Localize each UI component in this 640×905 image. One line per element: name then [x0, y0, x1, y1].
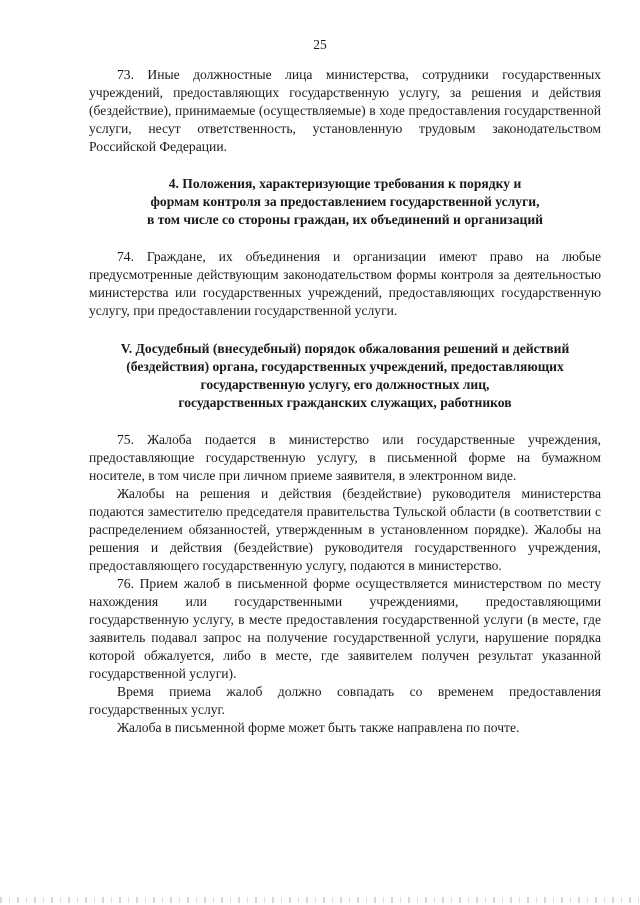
paragraph-75a: 75. Жалоба подается в министерство или государственные учреждения, предоставляющие государственную услугу, в письменной форме на бумажном носителе, в том числе при личном приеме заявителя, в электронном виде. — [89, 432, 601, 483]
page-number: 25 — [313, 37, 327, 52]
section-5-heading — [89, 340, 601, 412]
paragraph-74: 74. Граждане, их объединения и организации имеют право на любые предусмотренные действующим законодательством формы контроля за деятельностью министерства или государственных учреждений, предоставляющих государственную услугу, при предоставлении государственной услуги. — [89, 249, 601, 318]
paragraph-75b: Жалобы на решения и действия (бездействие) руководителя министерства подаются заместителю председателя правительства Тульской области (в соответствии с распределением обязанностей, утвержденным в установленном порядке). Жалобы на решения и действия (бездействие) руководителя государственного учреждения, предоставляющего государственную услугу, подаются в министерство. — [89, 486, 601, 573]
section-4-heading-line: формам контроля за предоставлением государственной услуги, — [150, 194, 540, 209]
section-5-heading-line: (бездействия) органа, государственных учреждений, предоставляющих — [126, 359, 564, 374]
document-body — [89, 66, 601, 737]
section-4-heading-line: 4. Положения, характеризующие требования к порядку и — [168, 176, 522, 191]
scan-artifact-strip — [0, 897, 640, 903]
section-5-heading-line: государственных гражданских служащих, работников — [178, 395, 512, 410]
section-4-heading-line: в том числе со стороны граждан, их объединений и организаций — [147, 212, 543, 227]
paragraph-76c: Жалоба в письменной форме может быть также направлена по почте. — [117, 720, 520, 735]
section-4-heading — [89, 175, 601, 229]
section-5-heading-line: государственную услугу, его должностных лиц, — [200, 377, 490, 392]
paragraph-73: 73. Иные должностные лица министерства, сотрудники государственных учреждений, предоставляющих государственную услугу, за решения и действия (бездействие), принимаемые (осуществляемые) в ходе предоставления государственной услуги, несут ответственность, установленную трудовым законодательством Российской Федерации. — [89, 67, 601, 154]
paragraph-76b: Время приема жалоб должно совпадать со временем предоставления государственных услуг. — [89, 684, 601, 717]
paragraph-76a: 76. Прием жалоб в письменной форме осуществляется министерством по месту нахождения или государственными учреждениями, предоставляющими государственную услугу, в месте предоставления государственной услуги (в месте, где заявитель подавал запрос на получение государственной услуги, нарушение порядка которой обжалуется, либо в месте, где заявителем получен результат указанной государственной услуги). — [89, 576, 601, 681]
section-5-heading-line: V. Досудебный (внесудебный) порядок обжалования решений и действий — [120, 341, 570, 356]
